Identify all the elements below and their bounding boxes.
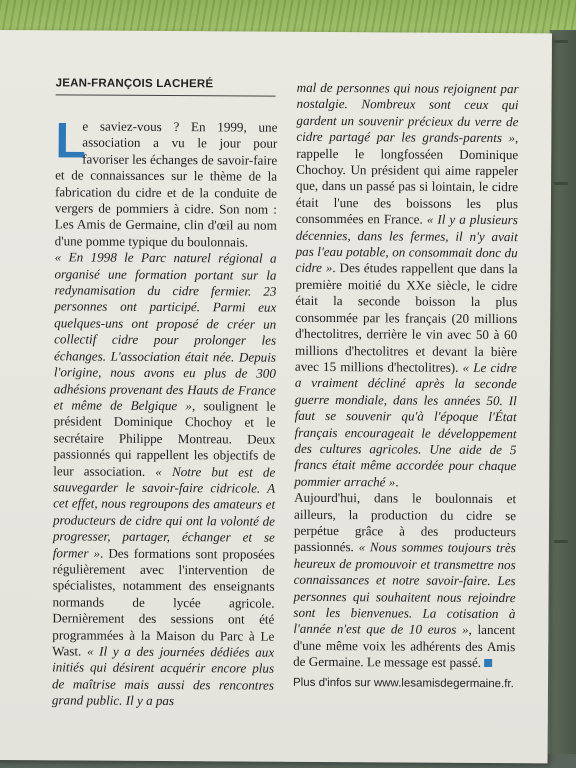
- text-period: .: [395, 474, 399, 490]
- article-column-right: [293, 80, 519, 692]
- quote-decline: « Le cidre a vraiment décliné après la seconde guerre mondiale, dans les années 50. Il faut se souvenir qu'à l'époque l'État français encourageait le développement des cultures agricoles. Une aide de 5 francs était même accordée pour chaque pommier arraché »: [294, 359, 517, 490]
- text-today: Aujourd'hui, dans le boulonnais et ailleurs, la production du cidre se perpétue grâce à des producteurs passionnés.: [293, 489, 517, 555]
- page-edge-mark: [554, 540, 568, 543]
- text-president: , soulignent le président Dominique Chochoy et le secrétaire Philippe Montreau. Deux passionnés qui rappellent les objectifs de leur association.: [53, 398, 276, 479]
- quote-nostalgia: mal de personnes qui nous rejoignent par nostalgie. Nombreux sont ceux qui gardent un souvenir précieux du verre de cidre partagé par les grands-parents »: [296, 79, 519, 146]
- page-edge-mark: [554, 40, 568, 43]
- text-formations: . Des formations sont proposées régulièrement avec l'intervention de spécialistes, notamment des enseignants normands de lycée agricole. Dernièrement des sessions ont été programmées à la Maison du Parc à Le Wast.: [52, 545, 275, 659]
- more-info-label: Plus d'infos sur: [292, 676, 371, 689]
- paragraph-nostalgia: [294, 80, 519, 492]
- quote-journees: « Il y a des journées dédiées aux initiés qui désirent acquérir encore plus de maîtrise mais aussi des rencontres grand public. Il y a pas: [51, 643, 275, 709]
- paragraph-history: [52, 250, 277, 711]
- more-info-line: [293, 674, 515, 692]
- article-byline: JEAN-FRANÇOIS LACHERÉ: [56, 77, 276, 96]
- website-link[interactable]: www.lesamisdegermaine.fr.: [373, 676, 514, 690]
- newspaper-page: [0, 30, 552, 763]
- paragraph-intro: [54, 112, 278, 251]
- paragraph-today: [293, 490, 516, 672]
- quote-goal: « Notre but est de sauvegarder le savoir-faire cidricole. A cet effet, nous regroupons des amateurs et producteurs de cidre qui ont la volonté de progresser, partager, échanger et se former »: [52, 463, 276, 561]
- quote-history: « En 1998 le Parc naturel régional a organisé une formation portant sur la redynamisation du cidre fermier. 23 personnes ont participé. Parmi eux quelques-uns ont proposé de créer un collectif cidre pour prolonger les échanges. L'association était née. Depuis l'origine, nous avons eu plus de 300 adhésions provenant des Hauts de France et même de Belgique »: [53, 249, 277, 414]
- quote-water: « Il y a plusieurs décennies, dans les fermes, il n'y avait pas l'eau potable, on consommait donc du cidre »: [295, 211, 518, 276]
- table-edge: [550, 30, 576, 768]
- end-of-article-mark: [484, 659, 492, 667]
- drop-cap: L: [55, 112, 87, 169]
- page-edge-mark: [554, 182, 568, 185]
- article-column-left: [51, 112, 278, 710]
- intro-text: e saviez-vous ? En 1999, une association a vu le jour pour favoriser les échanges de savoir-faire et de connaissances sur le thème de la fabrication du cidre et de la conduite de vergers de pommiers à cidre. Son nom : Les Amis de Germaine, clin d'œil au nom d'une pomme typique du boulonnais.: [54, 118, 278, 250]
- text-studies: . Des études rappellent que dans la première moitié du XXe siècle, le cidre était la seconde boisson la plus consommée par les français (20 millions d'hectolitres, derrière le vin avec 50 à 60 millions d'hectolitres et devant la bière avec 15 millions d'hectolitres).: [294, 260, 518, 375]
- text-chochoy: , rappelle le longfosséen Dominique Chochoy. Un président qui aime rappeler que, dans un passé pas si lointain, le cidre était l'une des boissons les plus consommées en France.: [295, 130, 519, 227]
- text-closing: , lancent d'une même voix les adhérents des Amis de Germaine. Le message est passé.: [293, 622, 516, 671]
- quote-welcome: « Nous sommes toujours très heureux de promouvoir et transmettre nos connaissances et notre savoir-faire. Les personnes qui souhaitent nous rejoindre sont les bienvenues. La cotisation à l'année n'est que de 10 euros »: [293, 539, 516, 638]
